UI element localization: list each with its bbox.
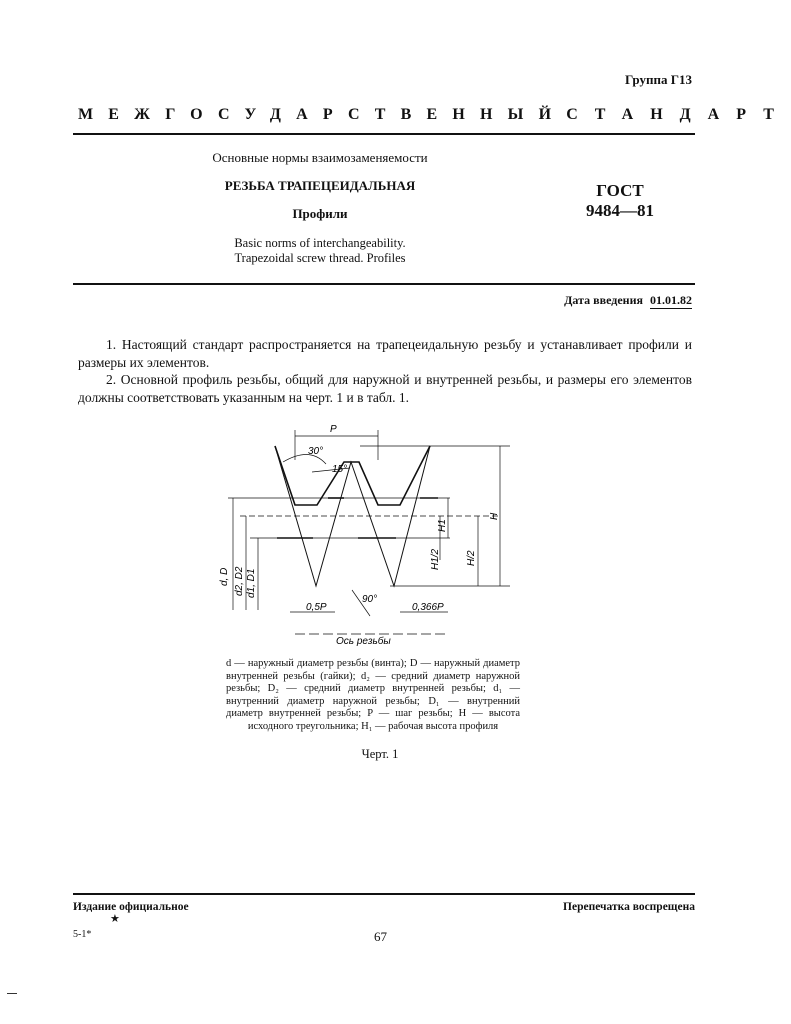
title-main: РЕЗЬБА ТРАПЕЦЕИДАЛЬНАЯ (224, 178, 416, 193)
footer-divider (73, 893, 695, 895)
title-subject: Основные нормы взаимозаменяемости (212, 150, 428, 165)
paragraph-1 (78, 336, 692, 371)
label-angle-90: 90° (362, 594, 378, 605)
banner-word-standard: СТАНДАРТ (566, 106, 791, 123)
official-edition-note: Издание официальное (73, 901, 189, 913)
scan-mark (7, 993, 17, 994)
intro-date-label: Дата введения (564, 293, 643, 307)
top-divider (73, 133, 695, 135)
page-number: 67 (374, 929, 387, 944)
standard-banner (78, 104, 791, 126)
figure-legend: d — наружный диаметр резьбы (винта); D — наружный диаметр внутренней резьбы (гайки); d₂ — средний диаметр наружной резьбы; D₂ — средний диаметр внутренней резьбы; d₁ — внутренний диаметр наружной резьбы; D₁ — внутренний диаметр внутренней резьбы; P — шаг резьбы; H — высота исходного треугольника; H₁ — рабочая высота профиля (226, 658, 520, 732)
group-label: Группа Г13 (624, 72, 692, 87)
label-0366-pitch: 0,366P (412, 602, 444, 613)
label-d1: d1, D1 (246, 568, 257, 598)
english-title-line1: Basic norms of interchangeability. (234, 236, 406, 250)
label-half-pitch: 0,5P (306, 602, 327, 613)
label-d-outer: d, D (219, 567, 230, 586)
label-thread-axis: Ось резьбы (336, 636, 391, 647)
label-pitch: P (330, 424, 337, 435)
label-angle-15: 15° (332, 464, 348, 475)
print-code: 5-1* (73, 929, 92, 940)
label-h-half: H/2 (466, 550, 477, 566)
paragraph-2 (78, 371, 692, 406)
title-divider (73, 283, 695, 285)
banner-word-interstate: МЕЖГОСУДАРСТВЕННЫЙ (78, 106, 567, 123)
label-h: H (489, 512, 500, 520)
english-title-line2: Trapezoidal screw thread. Profiles (234, 251, 406, 265)
label-h1-half: H1/2 (430, 548, 441, 570)
title-profiles: Профили (292, 206, 348, 221)
gost-label: ГОСТ (596, 181, 644, 200)
thread-profile-drawing (200, 420, 520, 652)
reprint-prohibited-note: Перепечатка воспрещена (563, 901, 695, 913)
introduction-date (564, 293, 692, 308)
thread-profile-outline (275, 446, 430, 505)
paragraph-2-text: 2. Основной профиль резьбы, общий для наружной и внутренней резьбы, и размеры его элементов должны соответствовать указанным на черт. 1 и в табл. 1. (78, 372, 692, 405)
label-d2: d2, D2 (234, 566, 245, 596)
gost-designation (575, 181, 665, 221)
label-angle-30: 30° (308, 446, 324, 457)
paragraph-1-text: 1. Настоящий стандарт распространяется на трапецеидальную резьбу и устанавливает профили и размеры их элементов. (78, 337, 692, 370)
intro-date-value: 01.01.82 (650, 293, 692, 307)
gost-number: 9484—81 (586, 201, 654, 220)
figure-caption: Черт. 1 (361, 747, 399, 761)
english-title (200, 236, 440, 266)
star-icon: ★ (110, 913, 120, 925)
label-h1: H1 (437, 519, 448, 532)
